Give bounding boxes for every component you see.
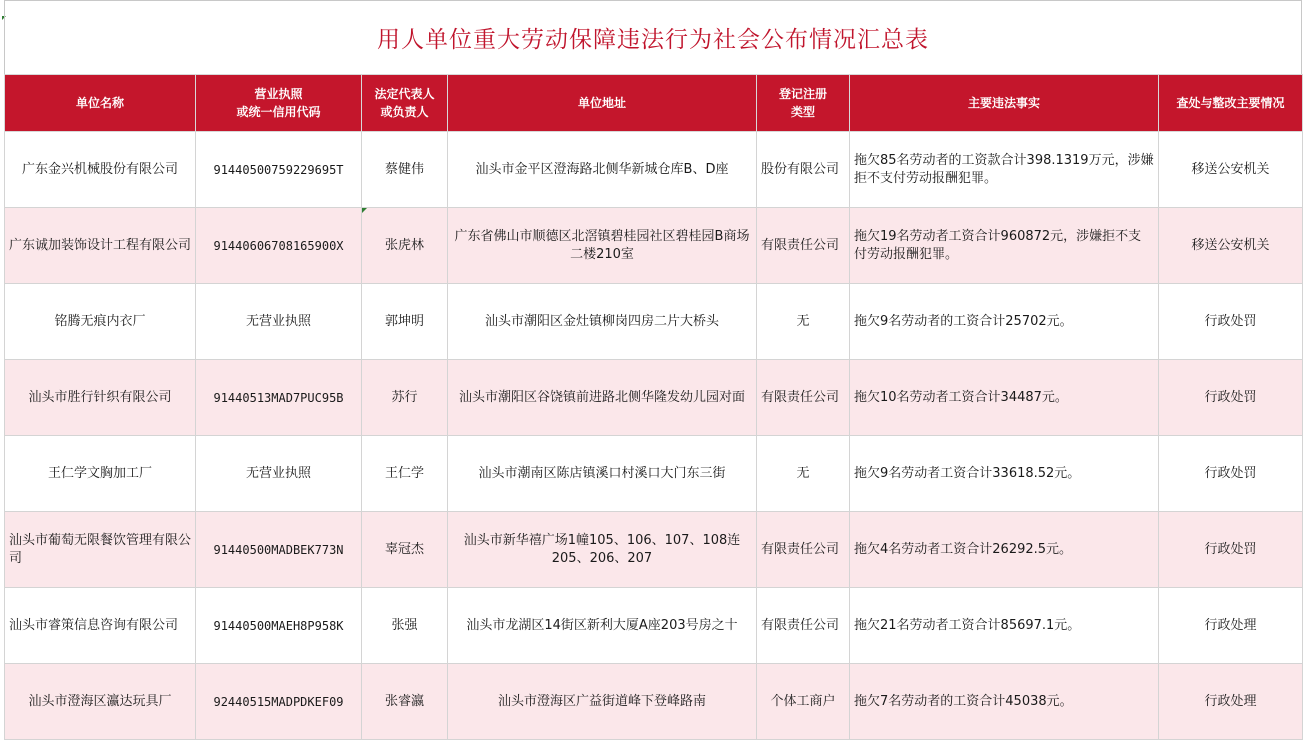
cell-comment-marker <box>362 208 367 213</box>
cell-representative[interactable]: 王仁学 <box>362 436 448 512</box>
table-row <box>5 512 1303 588</box>
cell-facts[interactable]: 拖欠21名劳动者工资合计85697.1元。 <box>850 588 1159 664</box>
cell-credit-code[interactable]: 91440500MADBEK773N <box>196 512 362 588</box>
cell-handling[interactable]: 行政处罚 <box>1159 436 1303 512</box>
cell-handling[interactable]: 行政处罚 <box>1159 360 1303 436</box>
cell-address[interactable]: 汕头市金平区澄海路北侧华新城仓库B、D座 <box>448 132 757 208</box>
cell-handling[interactable]: 移送公安机关 <box>1159 208 1303 284</box>
header-unit-name[interactable]: 单位名称 <box>5 75 196 132</box>
cell-unit-name[interactable]: 王仁学文胸加工厂 <box>5 436 196 512</box>
cell-representative[interactable]: 苏行 <box>362 360 448 436</box>
cell-registration-type[interactable]: 个体工商户 <box>757 664 850 740</box>
cell-facts[interactable]: 拖欠9名劳动者工资合计33618.52元。 <box>850 436 1159 512</box>
table-row <box>5 588 1303 664</box>
cell-registration-type[interactable]: 无 <box>757 284 850 360</box>
table-row <box>5 284 1303 360</box>
header-representative[interactable]: 法定代表人 或负责人 <box>362 75 448 132</box>
table-row <box>5 208 1303 284</box>
cell-address[interactable]: 汕头市澄海区广益街道峰下登峰路南 <box>448 664 757 740</box>
cell-address[interactable]: 汕头市潮南区陈店镇溪口村溪口大门东三街 <box>448 436 757 512</box>
cell-facts[interactable]: 拖欠19名劳动者工资合计960872元，涉嫌拒不支付劳动报酬犯罪。 <box>850 208 1159 284</box>
cell-unit-name[interactable]: 汕头市睿策信息咨询有限公司 <box>5 588 196 664</box>
cell-registration-type[interactable]: 有限责任公司 <box>757 588 850 664</box>
cell-address[interactable]: 汕头市潮阳区谷饶镇前进路北侧华隆发幼儿园对面 <box>448 360 757 436</box>
header-address[interactable]: 单位地址 <box>448 75 757 132</box>
violation-table <box>4 74 1303 740</box>
cell-credit-code[interactable]: 91440513MAD7PUC95B <box>196 360 362 436</box>
cell-address[interactable]: 汕头市新华禧广场1幢105、106、107、108连205、206、207 <box>448 512 757 588</box>
cell-representative[interactable]: 张睿瀛 <box>362 664 448 740</box>
cell-handling[interactable]: 行政处理 <box>1159 664 1303 740</box>
table-row <box>5 664 1303 740</box>
cell-unit-name[interactable]: 广东诚加装饰设计工程有限公司 <box>5 208 196 284</box>
cell-credit-code[interactable]: 91440500759229695T <box>196 132 362 208</box>
cell-credit-code[interactable]: 92440515MADPDKEF09 <box>196 664 362 740</box>
cell-registration-type[interactable]: 有限责任公司 <box>757 360 850 436</box>
cell-registration-type[interactable]: 股份有限公司 <box>757 132 850 208</box>
cell-registration-type[interactable]: 无 <box>757 436 850 512</box>
cell-address[interactable]: 广东省佛山市顺德区北滘镇碧桂园社区碧桂园B商场二楼210室 <box>448 208 757 284</box>
cell-address[interactable]: 汕头市龙湖区14街区新利大厦A座203号房之十 <box>448 588 757 664</box>
cell-credit-code[interactable]: 91440500MAEH8P958K <box>196 588 362 664</box>
cell-credit-code[interactable]: 无营业执照 <box>196 436 362 512</box>
cell-unit-name[interactable]: 汕头市澄海区瀛达玩具厂 <box>5 664 196 740</box>
table-row <box>5 436 1303 512</box>
cell-unit-name[interactable]: 铭腾无痕内衣厂 <box>5 284 196 360</box>
header-handling[interactable]: 查处与整改主要情况 <box>1159 75 1303 132</box>
cell-representative[interactable]: 辜冠杰 <box>362 512 448 588</box>
cell-representative[interactable]: 郭坤明 <box>362 284 448 360</box>
cell-facts[interactable]: 拖欠7名劳动者的工资合计45038元。 <box>850 664 1159 740</box>
cell-unit-name[interactable]: 汕头市胜行针织有限公司 <box>5 360 196 436</box>
cell-registration-type[interactable]: 有限责任公司 <box>757 512 850 588</box>
cell-unit-name[interactable]: 汕头市葡萄无限餐饮管理有限公司 <box>5 512 196 588</box>
cell-representative[interactable]: 张虎林 <box>362 208 448 284</box>
cell-handling[interactable]: 行政处理 <box>1159 588 1303 664</box>
cell-credit-code[interactable]: 91440606708165900X <box>196 208 362 284</box>
cell-handling[interactable]: 行政处罚 <box>1159 284 1303 360</box>
cell-unit-name[interactable]: 广东金兴机械股份有限公司 <box>5 132 196 208</box>
header-registration-type[interactable]: 登记注册 类型 <box>757 75 850 132</box>
header-row <box>5 75 1303 132</box>
cell-handling[interactable]: 移送公安机关 <box>1159 132 1303 208</box>
cell-credit-code[interactable]: 无营业执照 <box>196 284 362 360</box>
cell-facts[interactable]: 拖欠85名劳动者的工资款合计398.1319万元，涉嫌拒不支付劳动报酬犯罪。 <box>850 132 1159 208</box>
cell-facts[interactable]: 拖欠9名劳动者的工资合计25702元。 <box>850 284 1159 360</box>
cell-representative[interactable]: 蔡健伟 <box>362 132 448 208</box>
cell-address[interactable]: 汕头市潮阳区金灶镇柳岗四房二片大桥头 <box>448 284 757 360</box>
header-license[interactable]: 营业执照 或统一信用代码 <box>196 75 362 132</box>
header-facts[interactable]: 主要违法事实 <box>850 75 1159 132</box>
cell-representative[interactable]: 张强 <box>362 588 448 664</box>
cell-handling[interactable]: 行政处罚 <box>1159 512 1303 588</box>
cell-registration-type[interactable]: 有限责任公司 <box>757 208 850 284</box>
table-row <box>5 360 1303 436</box>
cell-facts[interactable]: 拖欠4名劳动者工资合计26292.5元。 <box>850 512 1159 588</box>
sheet-title[interactable]: 用人单位重大劳动保障违法行为社会公布情况汇总表 <box>4 0 1302 74</box>
table-row <box>5 132 1303 208</box>
cell-facts[interactable]: 拖欠10名劳动者工资合计34487元。 <box>850 360 1159 436</box>
